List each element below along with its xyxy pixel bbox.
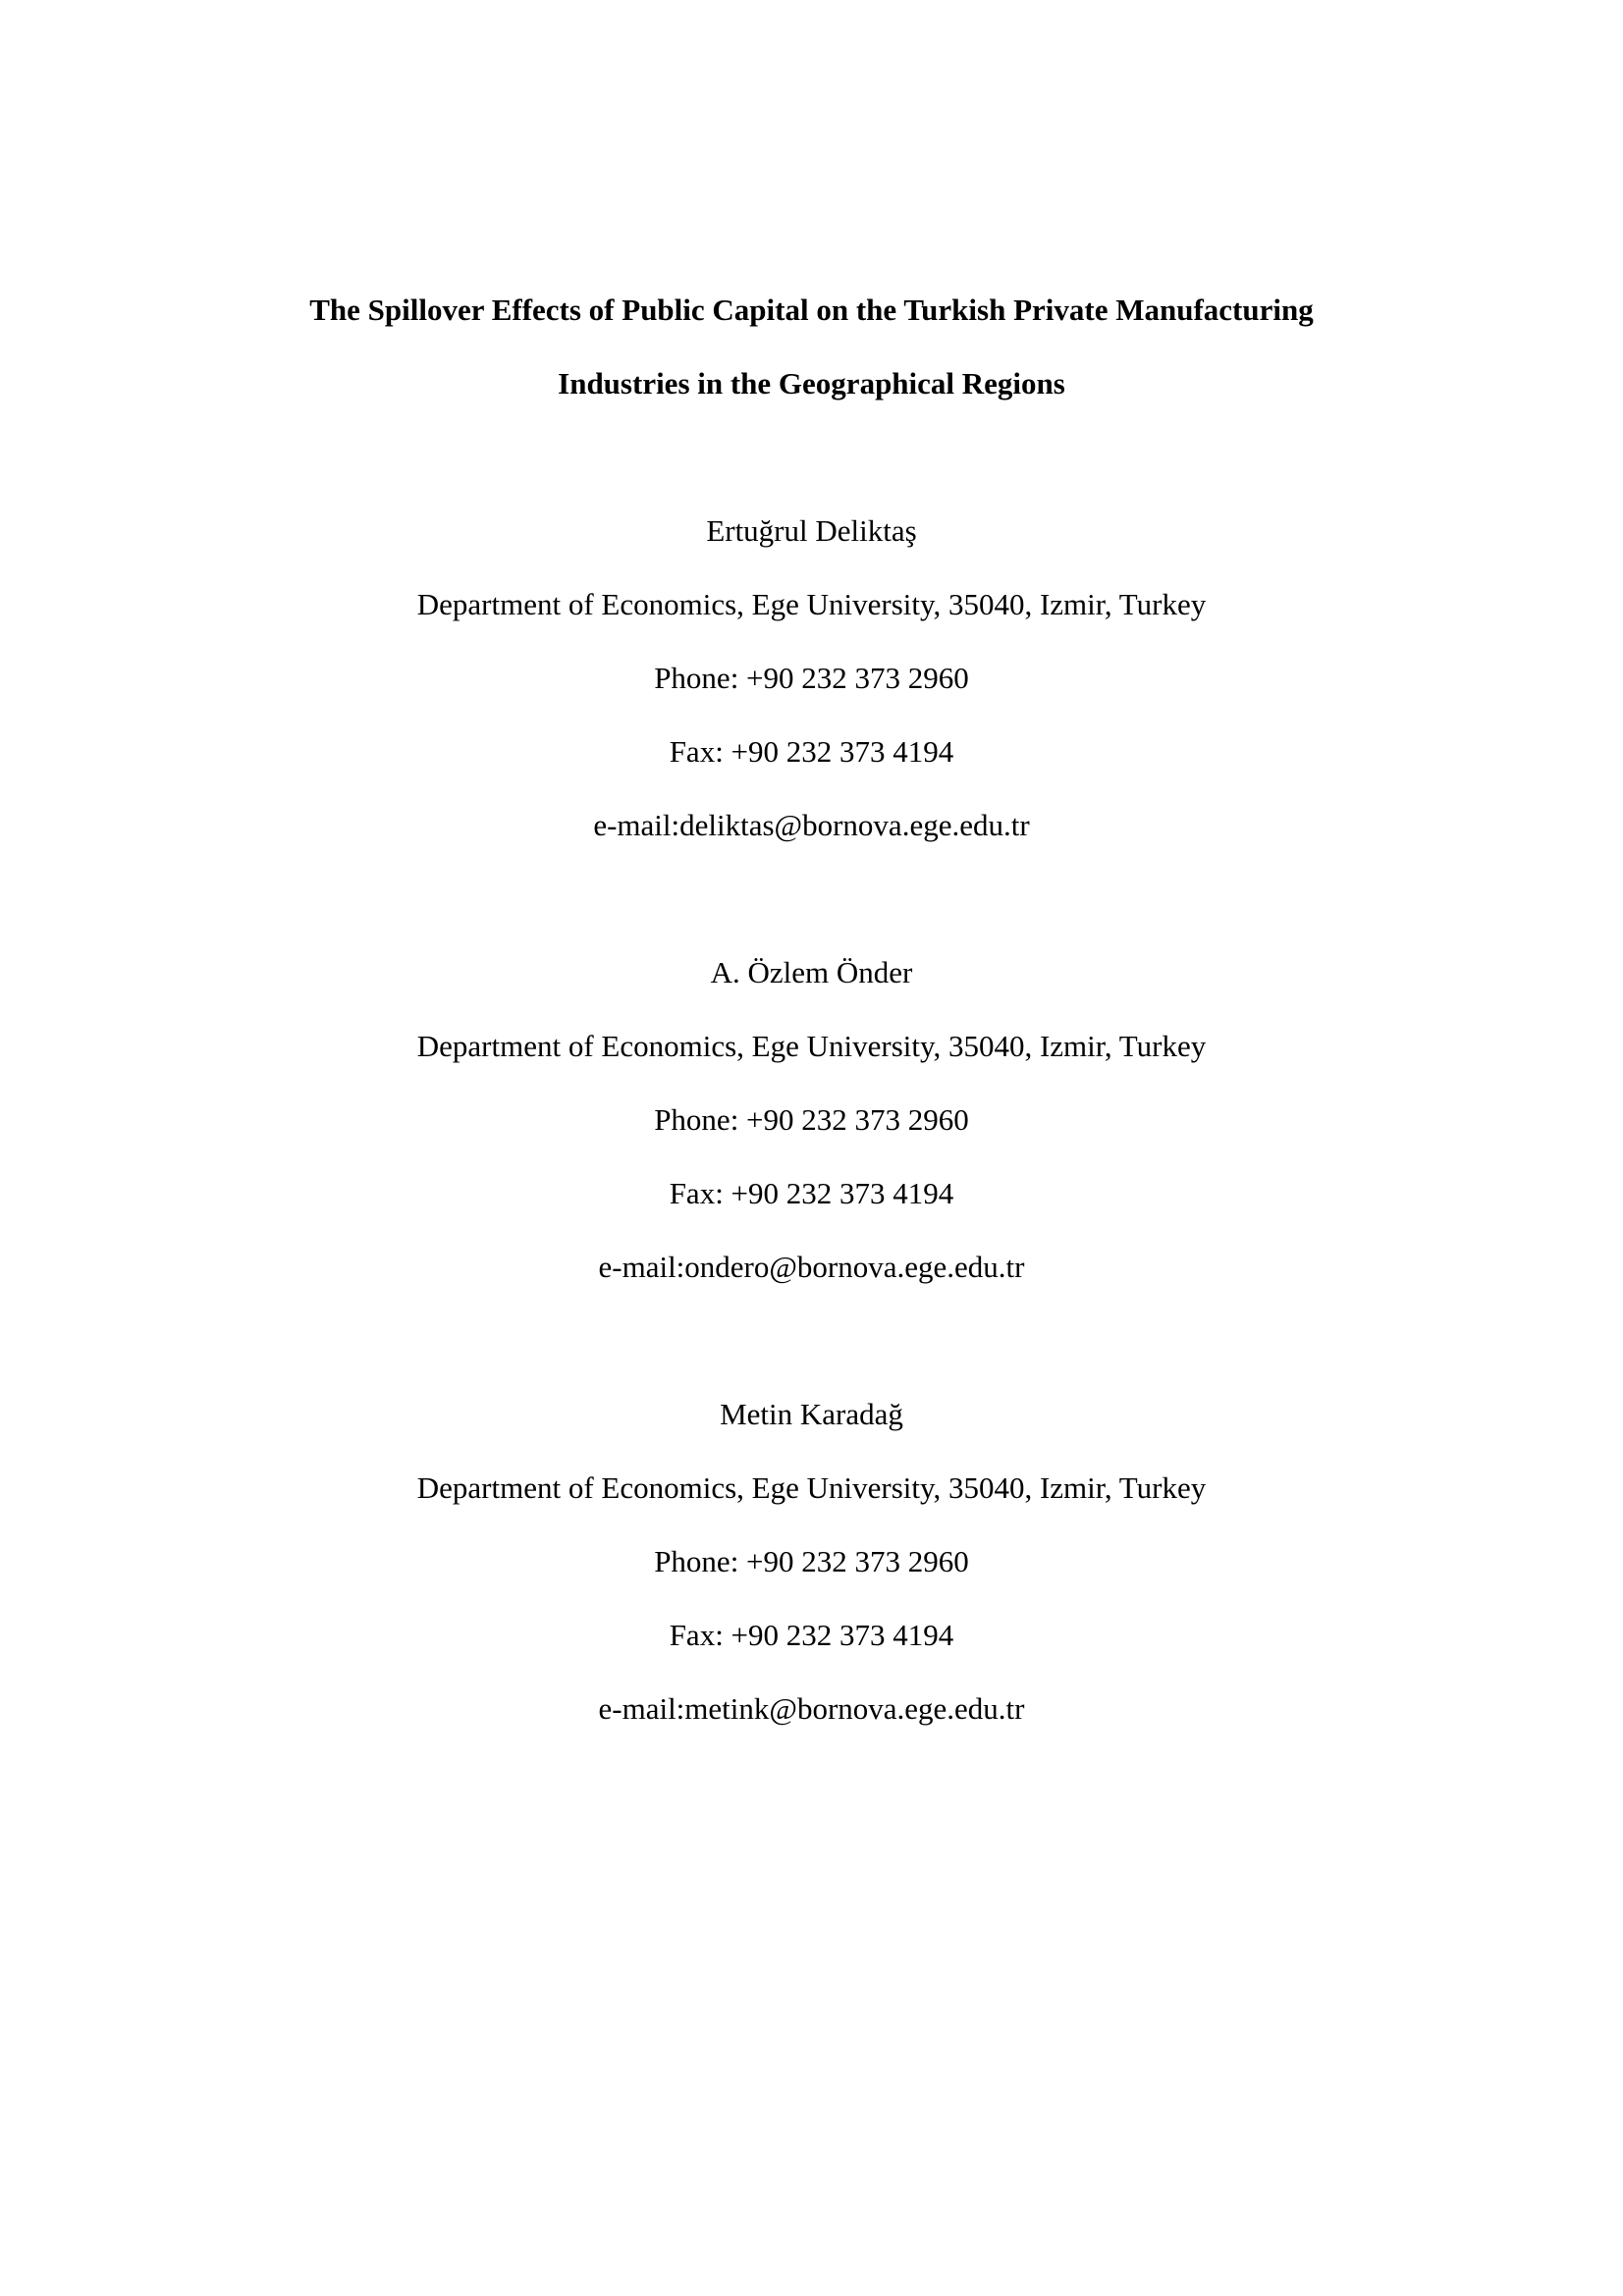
author-fax: Fax: +90 232 373 4194 — [669, 1618, 954, 1652]
author-affiliation: Department of Economics, Ege University, 35040, Izmir, Turkey — [416, 1470, 1207, 1505]
author-phone: Phone: +90 232 373 2960 — [654, 1102, 969, 1137]
author-name: A. Özlem Önder — [710, 955, 913, 989]
author-phone: Phone: +90 232 373 2960 — [654, 661, 969, 695]
author-name: Metin Karadağ — [720, 1397, 903, 1431]
paper-title-line-1: The Spillover Effects of Public Capital on the Turkish Private Manufacturing — [309, 293, 1314, 327]
author-affiliation: Department of Economics, Ege University, 35040, Izmir, Turkey — [416, 587, 1207, 621]
author-email: e-mail:metink@bornova.ege.edu.tr — [598, 1691, 1025, 1726]
author-email: e-mail:deliktas@bornova.ege.edu.tr — [593, 808, 1030, 842]
author-fax: Fax: +90 232 373 4194 — [669, 1176, 954, 1210]
author-email: e-mail:ondero@bornova.ege.edu.tr — [598, 1250, 1025, 1284]
author-fax: Fax: +90 232 373 4194 — [669, 734, 954, 769]
author-name: Ertuğrul Deliktaş — [706, 513, 917, 548]
author-affiliation: Department of Economics, Ege University, 35040, Izmir, Turkey — [416, 1029, 1207, 1063]
paper-title-line-2: Industries in the Geographical Regions — [558, 366, 1065, 400]
author-phone: Phone: +90 232 373 2960 — [654, 1544, 969, 1578]
